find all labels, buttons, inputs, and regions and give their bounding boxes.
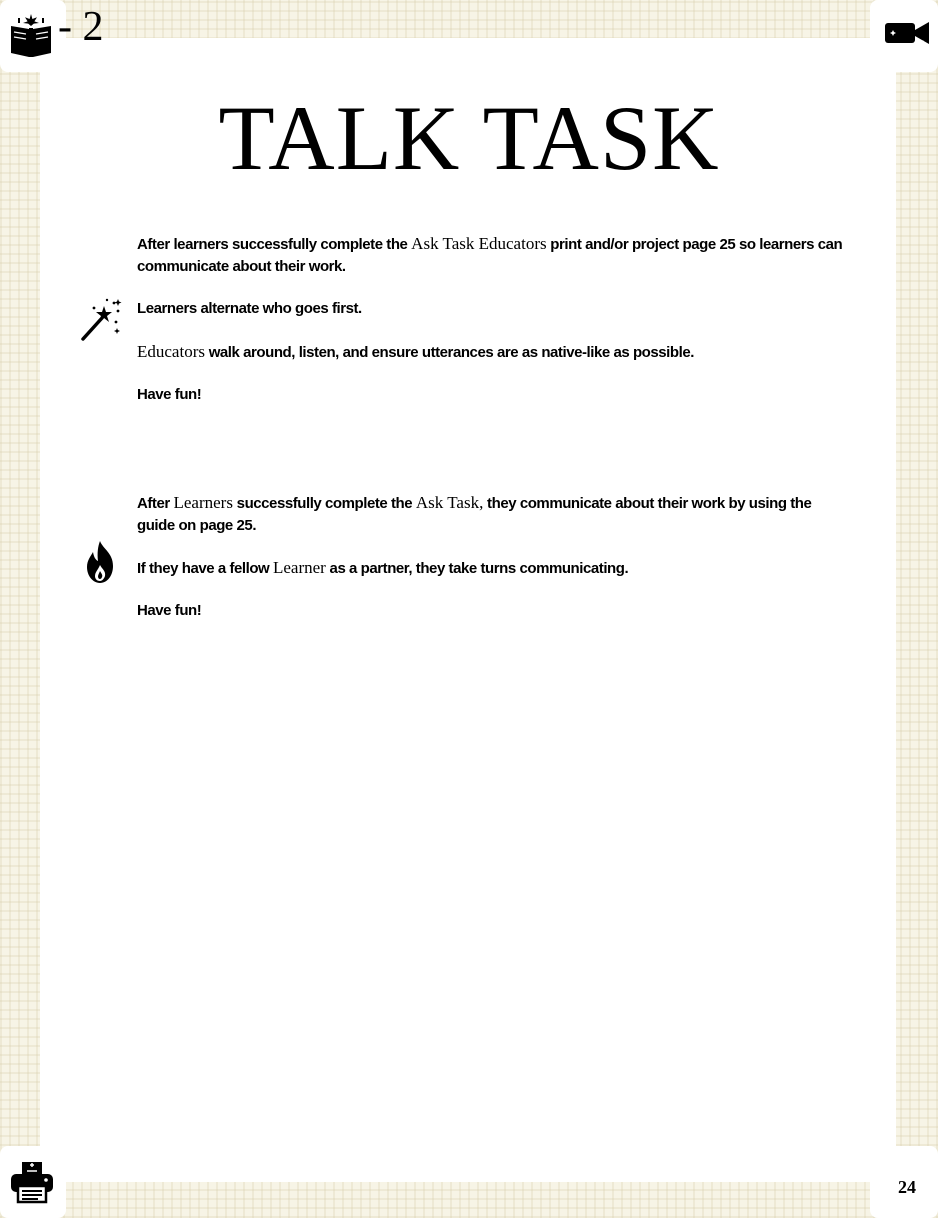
learners-label: Learners (173, 493, 233, 512)
text-segment: print and/or project page 25 so learners can communicate about their work. (137, 236, 843, 275)
learner-label: Learner (272, 558, 326, 577)
printer-icon[interactable] (8, 1160, 56, 1204)
ask-task-label: Ask Task, (415, 493, 484, 512)
magic-wand-icon (80, 298, 122, 342)
partner-paragraph (137, 557, 847, 580)
text-segment: successfully complete the (232, 495, 416, 512)
educator-instruction-paragraph (137, 233, 847, 278)
ask-task-educators-label: Ask Task Educators (411, 234, 547, 253)
have-fun-educators: Have fun! (137, 386, 202, 403)
have-fun-learners: Have fun! (137, 602, 202, 619)
educators-monitor-paragraph (137, 341, 847, 364)
page-number: 24 (898, 1177, 916, 1197)
text-segment: After (137, 495, 174, 512)
unit-label: - 2 (58, 4, 104, 50)
educators-label: Educators (137, 342, 205, 361)
text-segment: walk around, listen, and ensure utterances are as native-like as possible. (204, 344, 694, 361)
text-segment: as a partner, they take turns communicating. (325, 560, 629, 577)
text-segment: After learners successfully complete the (137, 236, 412, 253)
learner-instruction-paragraph (137, 492, 847, 537)
text-segment: If they have a fellow (137, 560, 273, 577)
page-title: TALK TASK (218, 87, 720, 189)
flame-icon (83, 540, 117, 584)
alternate-turns-paragraph: Learners alternate who goes first. (137, 300, 362, 317)
video-camera-icon[interactable] (884, 18, 930, 48)
open-book-icon[interactable] (8, 12, 54, 58)
text-segment: they communicate about their work by using the guide on page 25. (137, 495, 812, 534)
